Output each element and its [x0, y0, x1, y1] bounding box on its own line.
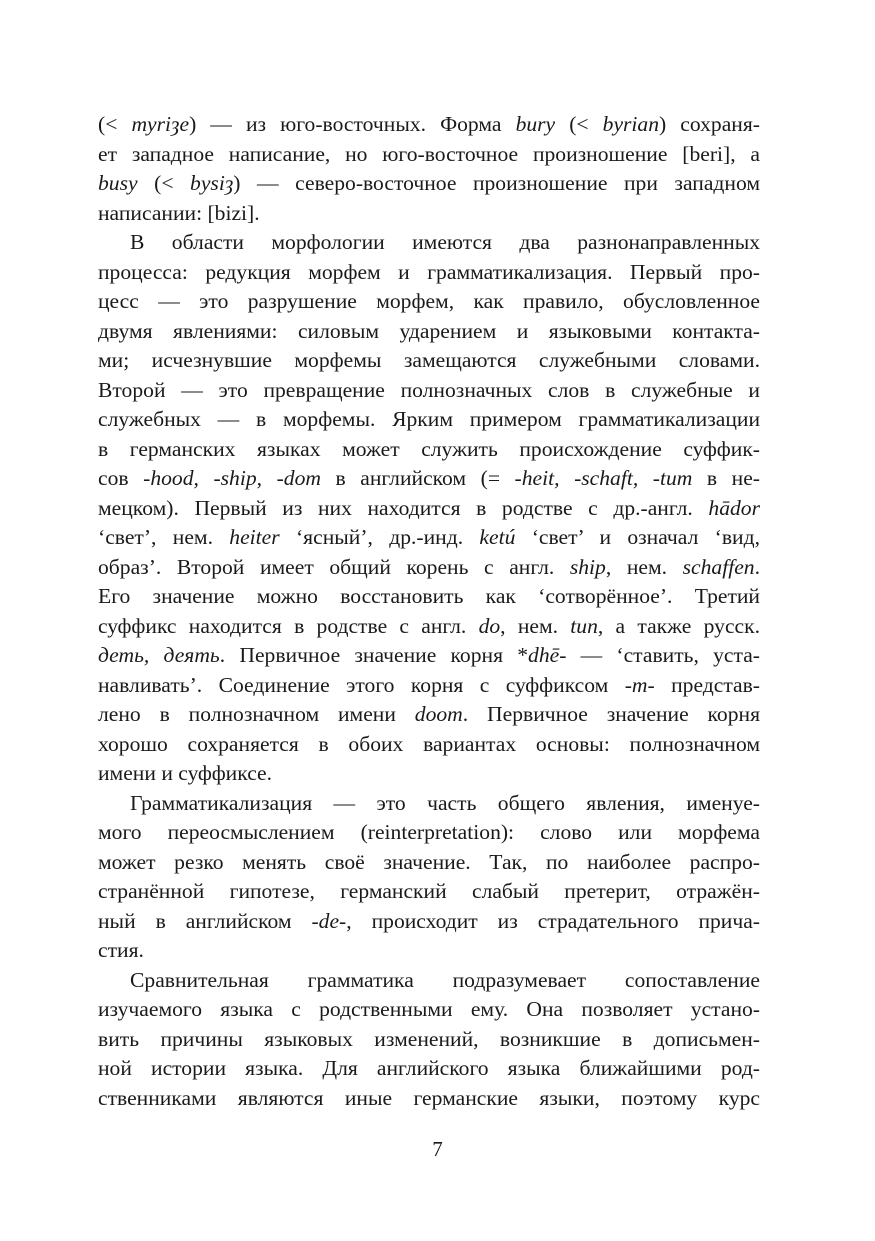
text-line: деть, деять. Первичное значение корня *dhē- — ‘ставить, уста-: [98, 643, 760, 667]
text-line: лено в полнозначном имени doom. Первичное значение корня: [98, 702, 760, 726]
text-line: хорошо сохраняется в обоих вариантах основы: полнозначном: [98, 731, 760, 756]
text-line: busy (< bysiȝ) — северо-восточное произношение при западном: [98, 171, 760, 195]
page-number: 7: [432, 1137, 443, 1161]
text-line: Второй — это превращение полнозначных слов в служебные и: [98, 377, 760, 402]
text-line: Грамматикализация — это часть общего явления, именуе-: [130, 790, 760, 815]
text-line: процесса: редукция морфем и грамматикализация. Первый про-: [98, 259, 760, 284]
text-line: стия.: [98, 938, 144, 962]
text-line: мого переосмыслением (reinterpretation): слово или морфема: [98, 820, 760, 844]
text-line: образ’. Второй имеет общий корень с англ. ship, нем. schaffen.: [98, 554, 761, 579]
text-line: служебных — в морфемы. Ярким примером грамматикализации: [98, 407, 760, 431]
paragraph-1: [98, 110, 760, 228]
text-line: ный в английском -de-, происходит из страдательного прича-: [98, 908, 760, 933]
text-line: ет западное написание, но юго-восточное произношение [beri], а: [98, 141, 760, 166]
text-line: ственниками являются иные германские языки, поэтому курс: [98, 1085, 760, 1110]
text-line: цесс — это разрушение морфем, как правило, обусловленное: [98, 289, 760, 313]
paragraph-3: [98, 789, 760, 966]
text-line: странённой гипотезе, германский слабый претерит, отражён-: [98, 879, 760, 903]
text-line: имени и суффиксе.: [98, 761, 273, 785]
text-line: мецком). Первый из них находится в родстве с др.-англ. hādor: [98, 495, 760, 520]
text-line: двумя явлениями: силовым ударением и языковыми контакта-: [98, 318, 760, 343]
paragraph-2: [98, 228, 760, 789]
text-line: ми; исчезнувшие морфемы замещаются служебными словами.: [98, 348, 760, 372]
paragraph-4: [98, 966, 760, 1114]
text-line: вить причины языковых изменений, возникшие в дописьмен-: [98, 1026, 760, 1051]
text-line: ной истории языка. Для английского языка ближайшими род-: [98, 1056, 760, 1080]
text-line: изучаемого языка с родственными ему. Она позволяет устано-: [98, 997, 760, 1021]
text-line: ‘свет’, нем. heiter ‘ясный’, др.-инд. ketú ‘свет’ и означал ‘вид,: [98, 525, 760, 549]
text-line: В области морфологии имеются два разнонаправленных: [130, 230, 760, 254]
text-line: навливать’. Соединение этого корня с суффиксом -m- представ-: [98, 672, 761, 697]
text-line: Сравнительная грамматика подразумевает сопоставление: [130, 967, 760, 992]
text-line: написании: [bizi].: [98, 200, 260, 225]
text-line: суффикс находится в родстве с англ. do, нем. tun, а также русск.: [98, 613, 761, 638]
text-line: (< myriȝe) — из юго-восточных. Форма bury (< byrian) сохраня-: [98, 112, 760, 136]
text-line: сов -hood, -ship, -dom в английском (= -heit, -schaft, -tum в не-: [98, 466, 760, 490]
page-text: [98, 110, 760, 1113]
text-line: Его значение можно восстановить как ‘сотворённое’. Третий: [98, 584, 760, 608]
text-line: может резко менять своё значение. Так, по наиболее распро-: [98, 849, 760, 874]
text-line: в германских языках может служить происхождение суффик-: [98, 436, 760, 461]
